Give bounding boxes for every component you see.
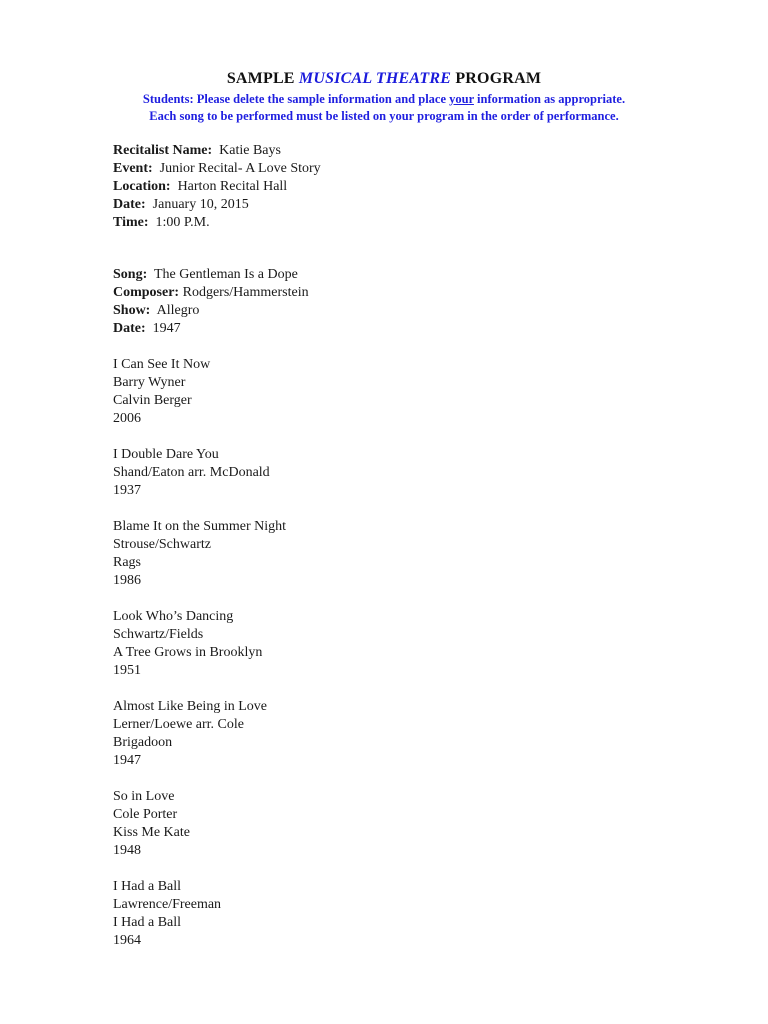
song-show: Kiss Me Kate	[113, 825, 190, 840]
song-title: Look Who’s Dancing	[113, 609, 234, 624]
song-title: The Gentleman Is a Dope	[153, 267, 298, 282]
composer-label: Composer:	[113, 285, 180, 300]
page-title	[0, 70, 768, 88]
recitalist-name-value: Katie Bays	[219, 143, 281, 158]
song-entry	[113, 518, 309, 590]
song-composer: Lawrence/Freeman	[113, 897, 222, 912]
song-show: Allegro	[156, 303, 200, 318]
date-value: January 10, 2015	[152, 197, 249, 212]
location-row	[113, 178, 321, 196]
song-year: 1964	[113, 933, 141, 948]
song-title: So in Love	[113, 789, 175, 804]
song-title: Almost Like Being in Love	[113, 699, 267, 714]
song-entry	[113, 788, 309, 860]
title-suffix: PROGRAM	[455, 70, 542, 87]
song-composer: Strouse/Schwartz	[113, 537, 211, 552]
song-show: I Had a Ball	[113, 915, 182, 930]
date-label: Date:	[113, 197, 146, 212]
entry-spacer	[113, 500, 309, 518]
event-label: Event:	[113, 161, 153, 176]
song-row	[113, 266, 309, 284]
song-composer: Lerner/Loewe arr. Cole	[113, 717, 244, 732]
time-label: Time:	[113, 215, 149, 230]
composer-row	[113, 284, 309, 302]
show-row	[113, 302, 309, 320]
song-year: 1947	[113, 753, 141, 768]
song-entry	[113, 878, 309, 950]
location-value: Harton Recital Hall	[177, 179, 288, 194]
song-show: A Tree Grows in Brooklyn	[113, 645, 263, 660]
instruction-line-1	[0, 92, 768, 107]
entry-spacer	[113, 770, 309, 788]
song-composer: Cole Porter	[113, 807, 178, 822]
song-date-row	[113, 320, 309, 338]
title-prefix: SAMPLE	[226, 70, 295, 87]
time-row	[113, 214, 321, 232]
song-year: 2006	[113, 411, 141, 426]
song-title: I Had a Ball	[113, 879, 182, 894]
song-show: Calvin Berger	[113, 393, 192, 408]
song-year: 1948	[113, 843, 141, 858]
event-row	[113, 160, 321, 178]
first-song-entry	[113, 266, 309, 338]
entry-spacer	[113, 338, 309, 356]
song-year: 1986	[113, 573, 141, 588]
recitalist-name-label: Recitalist Name:	[113, 143, 213, 158]
song-composer: Barry Wyner	[113, 375, 186, 390]
entry-spacer	[113, 590, 309, 608]
instruction-line-1-underlined: your	[449, 92, 474, 106]
song-entry	[113, 446, 309, 500]
song-year: 1937	[113, 483, 141, 498]
event-value: Junior Recital- A Love Story	[159, 161, 321, 176]
song-title: Blame It on the Summer Night	[113, 519, 287, 534]
song-list	[113, 266, 309, 950]
instruction-line-2: Each song to be performed must be listed on your program in the order of performance.	[149, 109, 619, 123]
instruction-line-1-before: Students: Please delete the sample information and place	[142, 92, 447, 106]
instruction-line-1-after: information as appropriate.	[477, 92, 626, 106]
show-label: Show:	[113, 303, 151, 318]
song-title: I Can See It Now	[113, 357, 211, 372]
song-title: I Double Dare You	[113, 447, 219, 462]
time-value: 1:00 P.M.	[155, 215, 210, 230]
song-entry	[113, 608, 309, 680]
recital-info	[113, 142, 321, 232]
location-label: Location:	[113, 179, 171, 194]
song-label: Song:	[113, 267, 148, 282]
song-date-label: Date:	[113, 321, 146, 336]
song-entry	[113, 356, 309, 428]
date-row	[113, 196, 321, 214]
title-emphasis: MUSICAL THEATRE	[298, 70, 452, 87]
song-composer: Rodgers/Hammerstein	[182, 285, 309, 300]
entry-spacer	[113, 860, 309, 878]
song-show: Brigadoon	[113, 735, 173, 750]
song-year: 1951	[113, 663, 141, 678]
song-entry	[113, 698, 309, 770]
song-year: 1947	[152, 321, 181, 336]
song-composer: Schwartz/Fields	[113, 627, 204, 642]
song-composer: Shand/Eaton arr. McDonald	[113, 465, 270, 480]
entry-spacer	[113, 428, 309, 446]
song-show: Rags	[113, 555, 141, 570]
recitalist-name-row	[113, 142, 321, 160]
entry-spacer	[113, 680, 309, 698]
